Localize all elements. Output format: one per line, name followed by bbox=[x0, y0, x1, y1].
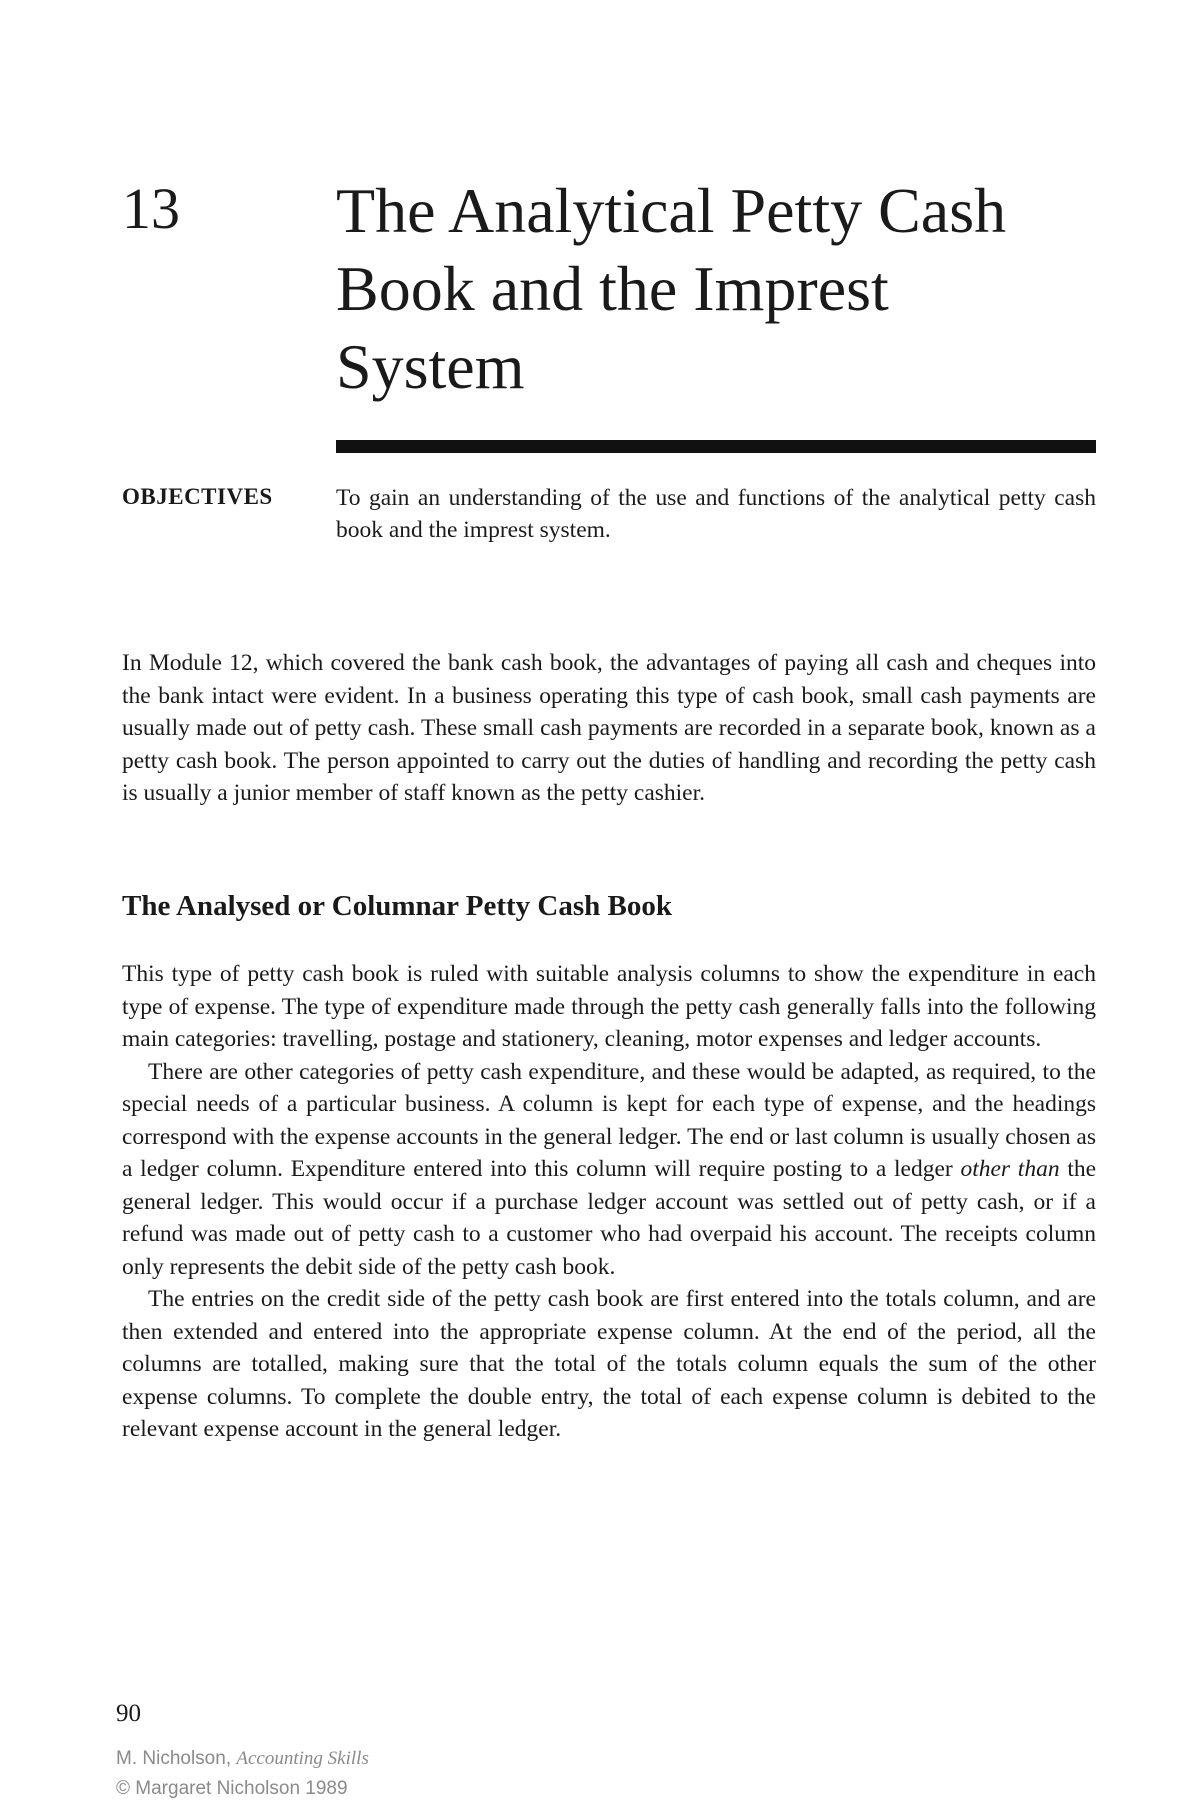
body-paragraph-3: The entries on the credit side of the petty cash book are first entered into the totals column, and are then extended and entered into the appropriate expense column. At the end of the period, all the columns are totalled, making sure that the total of the totals column equals the sum of the other expense columns. To complete the double entry, the total of each expense column is debited to the relevant expense account in the general ledger. bbox=[122, 1286, 1096, 1442]
title-divider-rule bbox=[336, 440, 1096, 453]
section-heading: The Analysed or Columnar Petty Cash Book bbox=[122, 890, 672, 922]
page-number: 90 bbox=[116, 1700, 141, 1727]
intro-paragraph: In Module 12, which covered the bank cash book, the advantages of paying all cash and cheques into the bank intact were evident. In a business operating this type of cash book, small cash payments are usually made out of petty cash. These small cash payments are recorded in a separate book, known as a petty cash book. The person appointed to carry out the duties of handling and recording the petty cash is usually a junior member of staff known as the petty cashier. bbox=[122, 650, 1096, 806]
book-credit bbox=[116, 1748, 369, 1770]
book-title: Accounting Skills bbox=[236, 1748, 369, 1769]
objectives-label: OBJECTIVES bbox=[122, 484, 273, 509]
chapter-title bbox=[336, 172, 1116, 406]
body-paragraph-1: This type of petty cash book is ruled with suitable analysis columns to show the expenditure in each type of expense. The type of expenditure made through the petty cash generally falls into the following main categories: travelling, postage and stationery, cleaning, motor expenses and ledger accounts. bbox=[122, 961, 1096, 1052]
body-paragraph-2-part-a: There are other categories of petty cash expenditure, and these would be adapted, as required, to the special needs of a particular business. A column is kept for each type of expense, and the headings correspond with the expense accounts in the general ledger. The end or last column is usually chosen as a ledger column. Expenditure entered into this column will require posting to a ledger bbox=[122, 1058, 1096, 1182]
chapter-title-line: The Analytical Petty Cash bbox=[336, 175, 1007, 246]
copyright-notice: © Margaret Nicholson 1989 bbox=[116, 1778, 348, 1799]
section-body bbox=[122, 958, 1096, 1446]
chapter-number: 13 bbox=[122, 176, 180, 241]
chapter-title-line: System bbox=[336, 331, 525, 402]
body-paragraph-2 bbox=[122, 1056, 1096, 1284]
emphasis-other-than: other than bbox=[960, 1156, 1060, 1182]
objectives-text: To gain an understanding of the use and functions of the analytical petty cash book and the imprest system. bbox=[336, 485, 1096, 543]
author-name: M. Nicholson, bbox=[116, 1748, 232, 1769]
chapter-title-line: Book and the Imprest bbox=[336, 253, 889, 324]
body-paragraph-2-part-b: the general ledger. This would occur if a purchase ledger account was settled out of petty cash, or if a refund was made out of petty cash to a customer who had overpaid his account. The receipts column only represents the debit side of the petty cash book. bbox=[122, 1156, 1097, 1280]
